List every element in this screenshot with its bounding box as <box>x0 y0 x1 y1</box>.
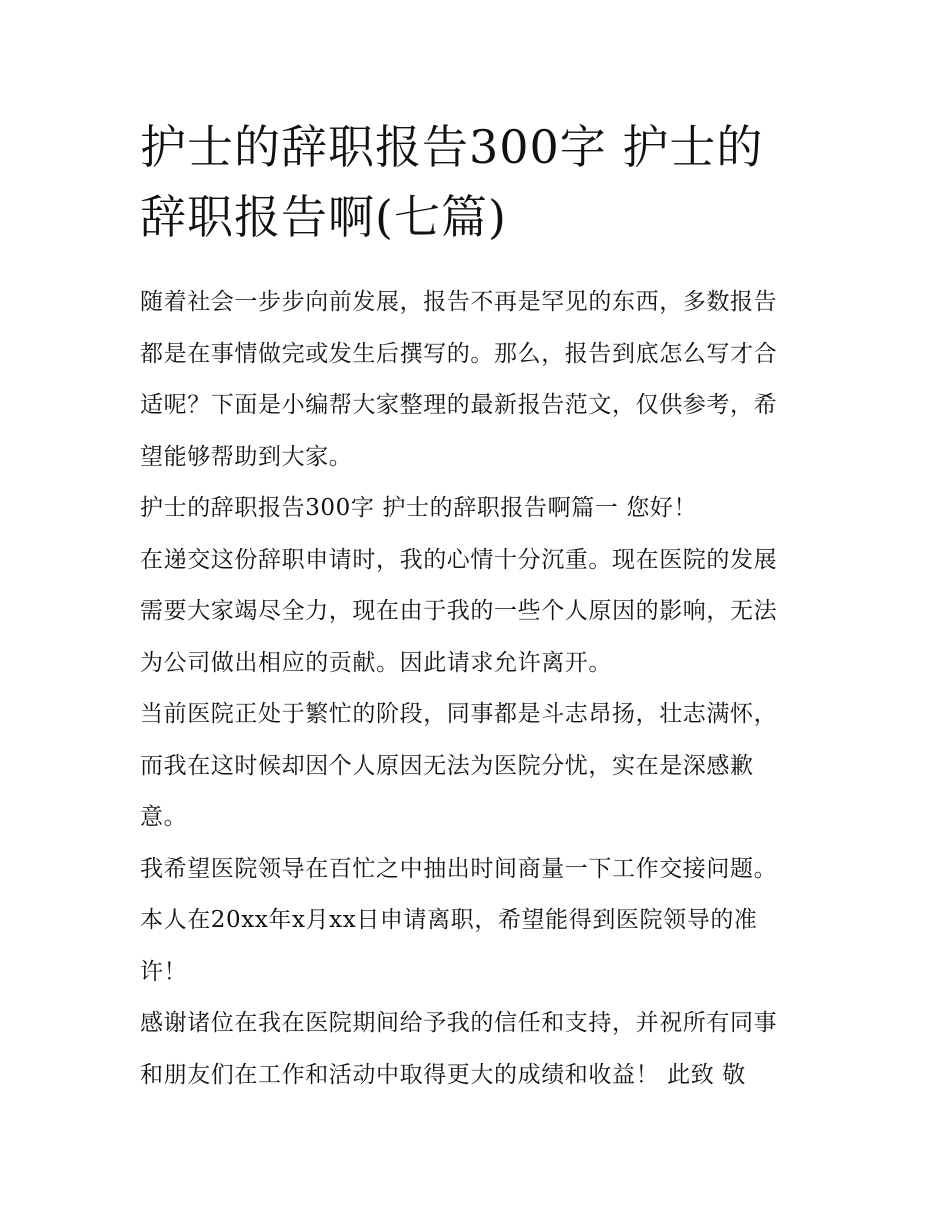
text-line: 而我在这时候却因个人原因无法为医院分忧，实在是深感歉 <box>140 752 754 779</box>
section-heading-paragraph <box>140 483 820 535</box>
text-line: 望能够帮助到大家。 <box>140 443 353 470</box>
text-line: 护士的辞职报告300字 护士的辞职报告啊篇一 您好！ <box>140 495 698 521</box>
text-line: 在递交这份辞职申请时，我的心情十分沉重。现在医院的发展 <box>140 546 778 573</box>
document-body <box>140 277 820 1101</box>
text-line: 和朋友们在工作和活动中取得更大的成绩和收益！ 此致 敬 <box>140 1061 746 1088</box>
text-line: 我希望医院领导在百忙之中抽出时间商量一下工作交接问题。 <box>140 855 778 882</box>
intro-paragraph <box>140 277 820 483</box>
body-paragraph <box>140 689 820 844</box>
text-line: 都是在事情做完或发生后撰写的。那么，报告到底怎么写才合 <box>140 340 778 367</box>
text-line: 本人在20xx年x月xx日申请离职，希望能得到医院领导的准 <box>140 907 758 933</box>
text-line: 感谢诸位在我在医院期间给予我的信任和支持，并祝所有同事 <box>140 1010 778 1036</box>
text-line: 为公司做出相应的贡献。因此请求允许离开。 <box>140 649 612 676</box>
title-line: 护士的辞职报告300字 护士的 <box>140 120 764 174</box>
title-line: 辞职报告啊(七篇) <box>140 190 507 244</box>
body-paragraph <box>140 535 820 690</box>
text-line: 许！ <box>140 958 188 985</box>
closing-paragraph <box>140 998 820 1101</box>
document-title <box>140 112 820 252</box>
text-line: 意。 <box>140 804 188 830</box>
text-line: 随着社会一步步向前发展，报告不再是罕见的东西，多数报告 <box>140 289 778 315</box>
text-line: 当前医院正处于繁忙的阶段，同事都是斗志昂扬，壮志满怀， <box>140 701 778 727</box>
text-line: 适呢？下面是小编帮大家整理的最新报告范文，仅供参考，希 <box>140 392 778 418</box>
text-line: 需要大家竭尽全力，现在由于我的一些个人原因的影响，无法 <box>140 598 778 624</box>
body-paragraph <box>140 844 820 999</box>
